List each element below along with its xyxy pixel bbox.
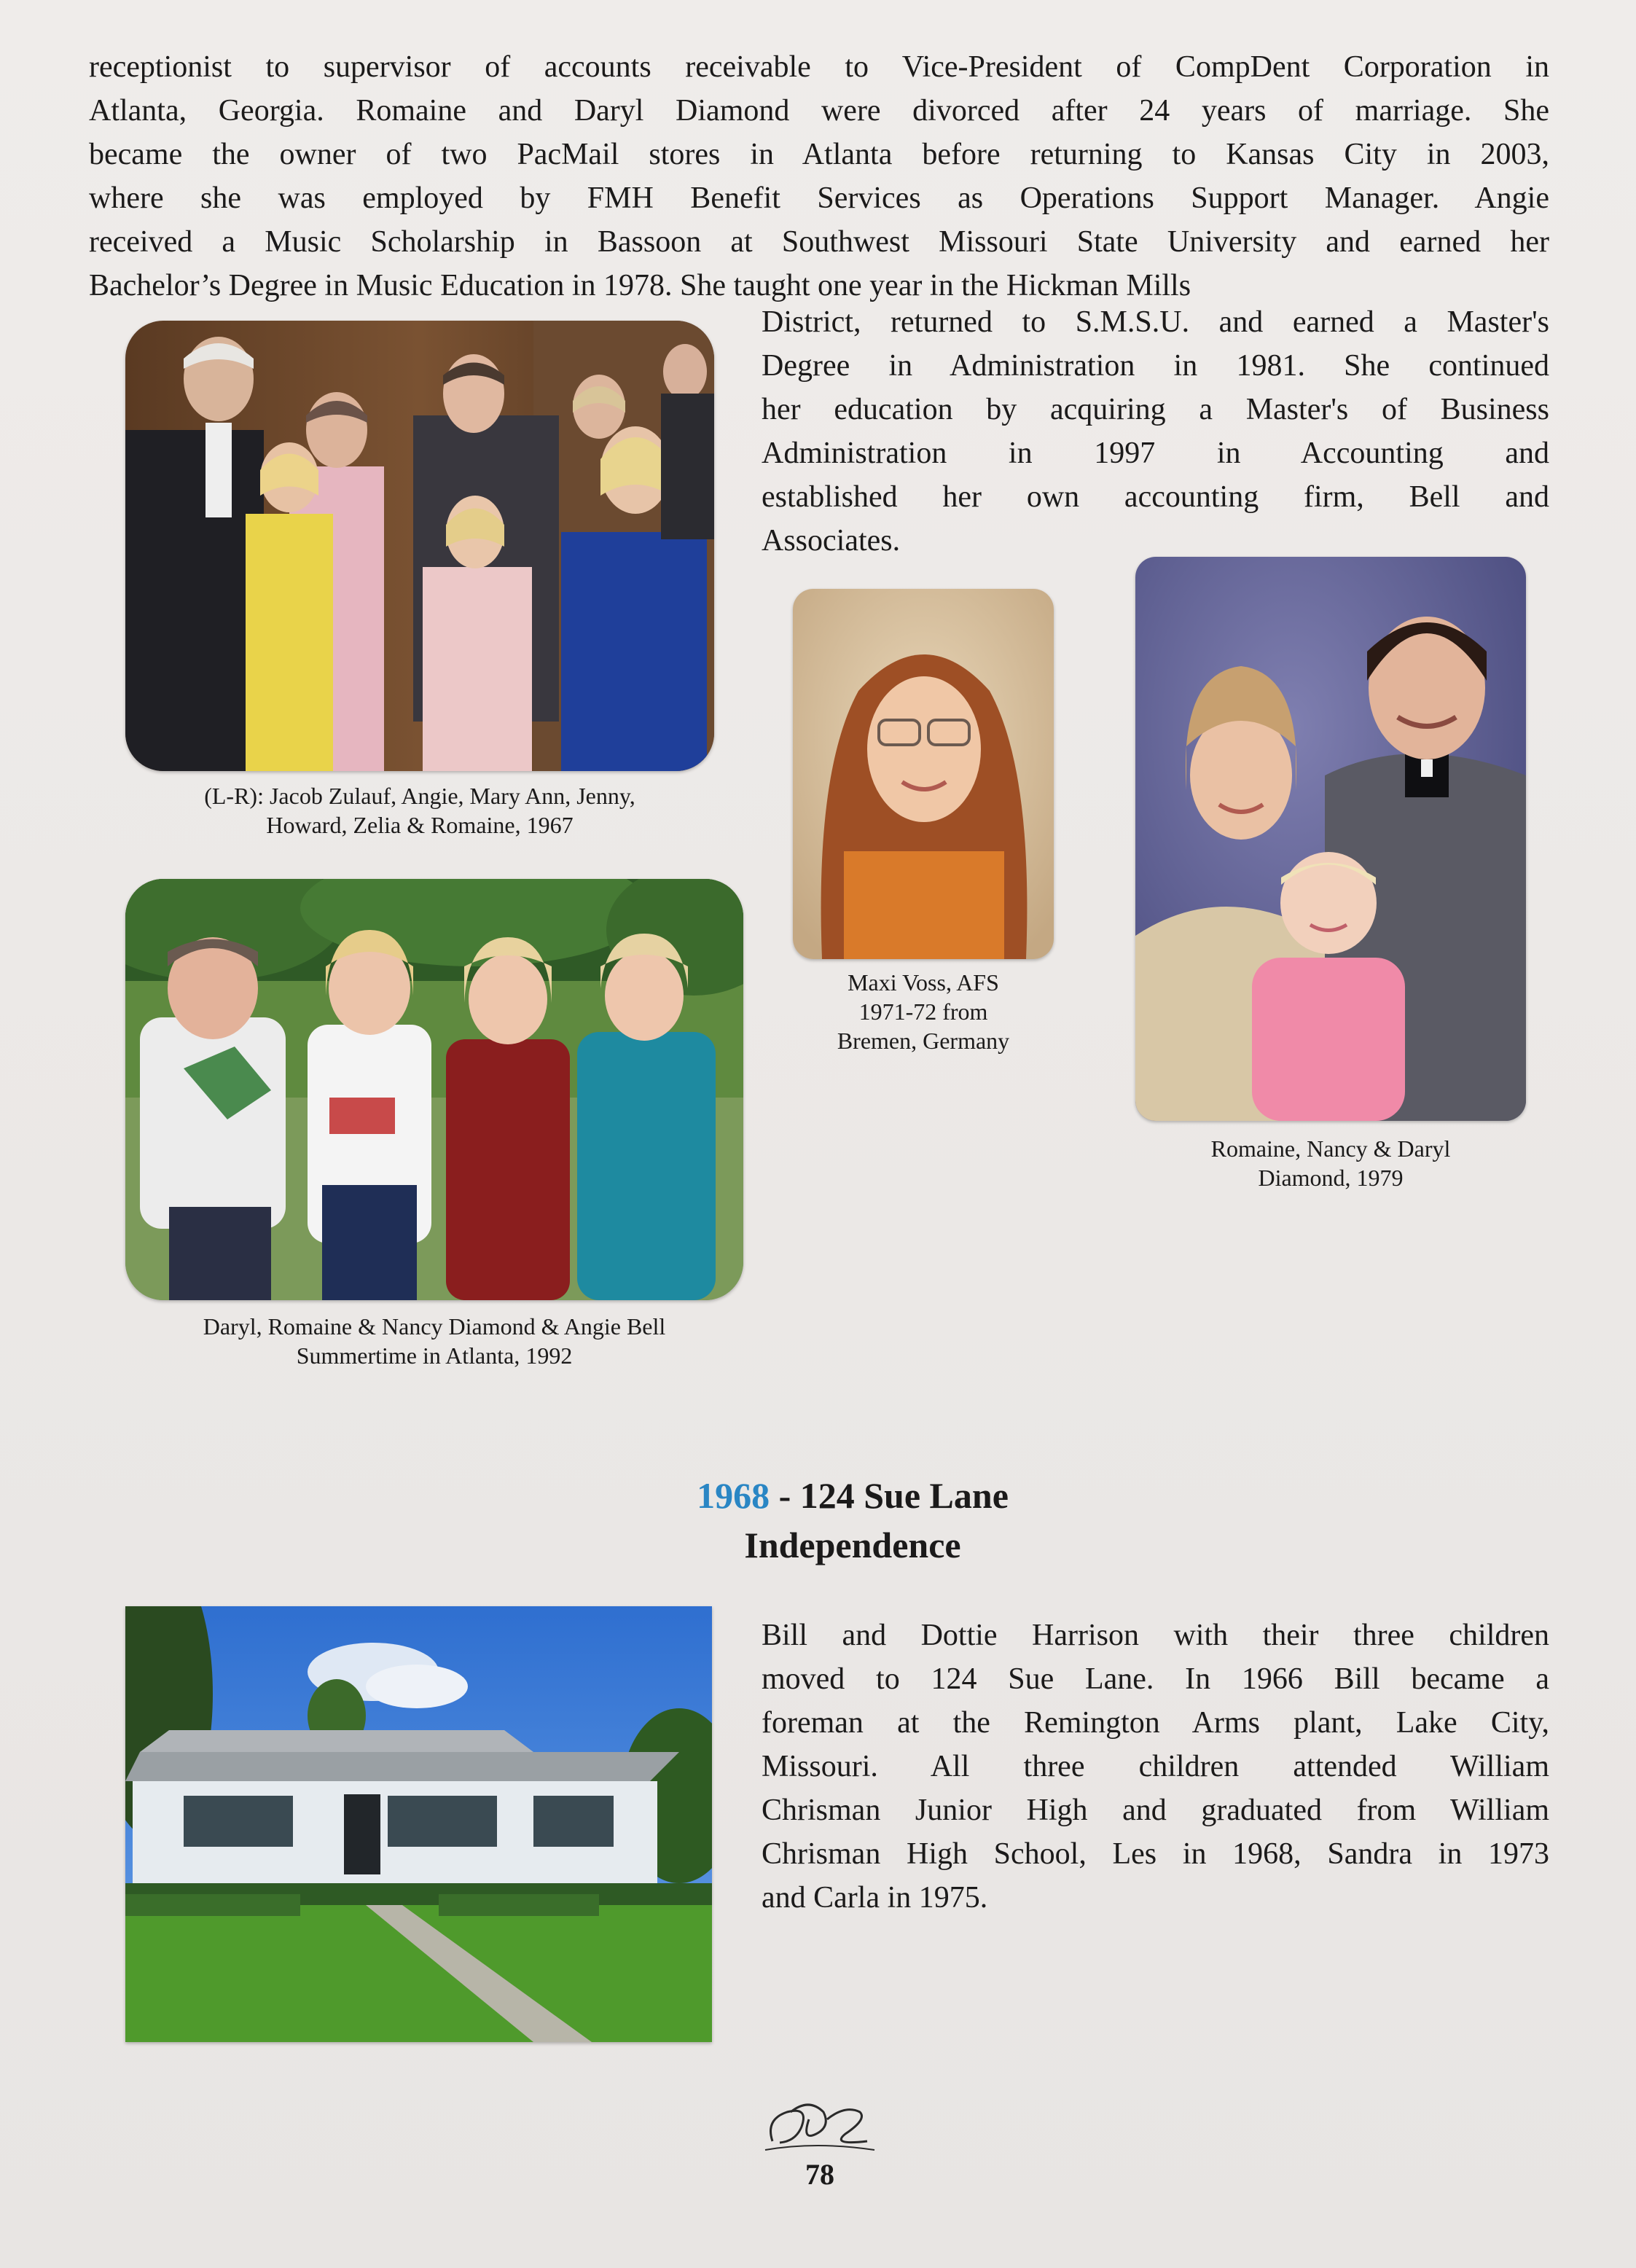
text-line: became the owner of two PacMail stores in Atlanta before returning to Kansas City in 2003, (89, 138, 1549, 171)
caption-line: Summertime in Atlanta, 1992 (296, 1342, 573, 1369)
diamond-family-photo-1979 (1135, 557, 1526, 1121)
text-line: where she was employed by FMH Benefit Services as Operations Support Manager. Angie (89, 181, 1549, 215)
text-line: Missouri. All three children attended William (762, 1750, 1549, 1783)
caption-line: (L-R): Jacob Zulauf, Angie, Mary Ann, Jenny, (204, 783, 635, 809)
caption-line: Maxi Voss, AFS (848, 969, 999, 996)
text-line: Chrisman High School, Les in 1968, Sandra in 1973 (762, 1837, 1549, 1871)
caption-diamond-1979 (1135, 1134, 1526, 1192)
family-photo-1967 (125, 321, 714, 771)
text-line: foreman at the Remington Arms plant, Lake City, (762, 1706, 1549, 1740)
text-line: her education by acquiring a Master's of Business (762, 393, 1549, 426)
section-heading (619, 1471, 1086, 1570)
right-paragraph (762, 300, 1549, 563)
monogram-logo (758, 2090, 882, 2160)
caption-line: Daryl, Romaine & Nancy Diamond & Angie Bell (203, 1313, 666, 1340)
text-line: Degree in Administration in 1981. She continued (762, 349, 1549, 383)
caption-atlanta-1992 (125, 1312, 743, 1370)
text-line: and Carla in 1975. (762, 1881, 988, 1915)
maxi-voss-portrait (793, 589, 1054, 959)
heading-address: - 124 Sue Lane (770, 1475, 1009, 1516)
text-line: Atlanta, Georgia. Romaine and Daryl Diamond were divorced after 24 years of marriage. She (89, 94, 1549, 128)
page-number: 78 (805, 2158, 834, 2191)
text-line: moved to 124 Sue Lane. In 1966 Bill became a (762, 1662, 1549, 1696)
house-paragraph (762, 1614, 1549, 1920)
house-photo (125, 1606, 712, 2042)
text-line: Administration in 1997 in Accounting and (762, 437, 1549, 470)
top-paragraph (89, 45, 1549, 308)
caption-line: Romaine, Nancy & Daryl (1210, 1135, 1451, 1162)
text-line: received a Music Scholarship in Bassoon at Southwest Missouri State University and earned her (89, 225, 1549, 259)
text-line: Bill and Dottie Harrison with their three children (762, 1619, 1549, 1652)
caption-line: Bremen, Germany (837, 1028, 1010, 1054)
caption-line: Diamond, 1979 (1258, 1165, 1404, 1191)
text-line: Bachelor’s Degree in Music Education in 1978. She taught one year in the Hickman Mills (89, 269, 1191, 302)
text-line: Associates. (762, 524, 901, 558)
caption-line: Howard, Zelia & Romaine, 1967 (266, 812, 574, 838)
atlanta-photo-1992 (125, 879, 743, 1300)
caption-family-1967 (125, 781, 714, 840)
text-line: receptionist to supervisor of accounts receivable to Vice-President of CompDent Corporation in (89, 50, 1549, 84)
text-line: District, returned to S.M.S.U. and earned a Master's (762, 305, 1549, 339)
caption-line: 1971-72 from (858, 998, 988, 1025)
text-line: Chrisman Junior High and graduated from William (762, 1794, 1549, 1827)
heading-year: 1968 (697, 1475, 770, 1516)
heading-subtitle: Independence (744, 1525, 961, 1565)
caption-maxi-voss (793, 968, 1054, 1055)
text-line: established her own accounting firm, Bell and (762, 480, 1549, 514)
